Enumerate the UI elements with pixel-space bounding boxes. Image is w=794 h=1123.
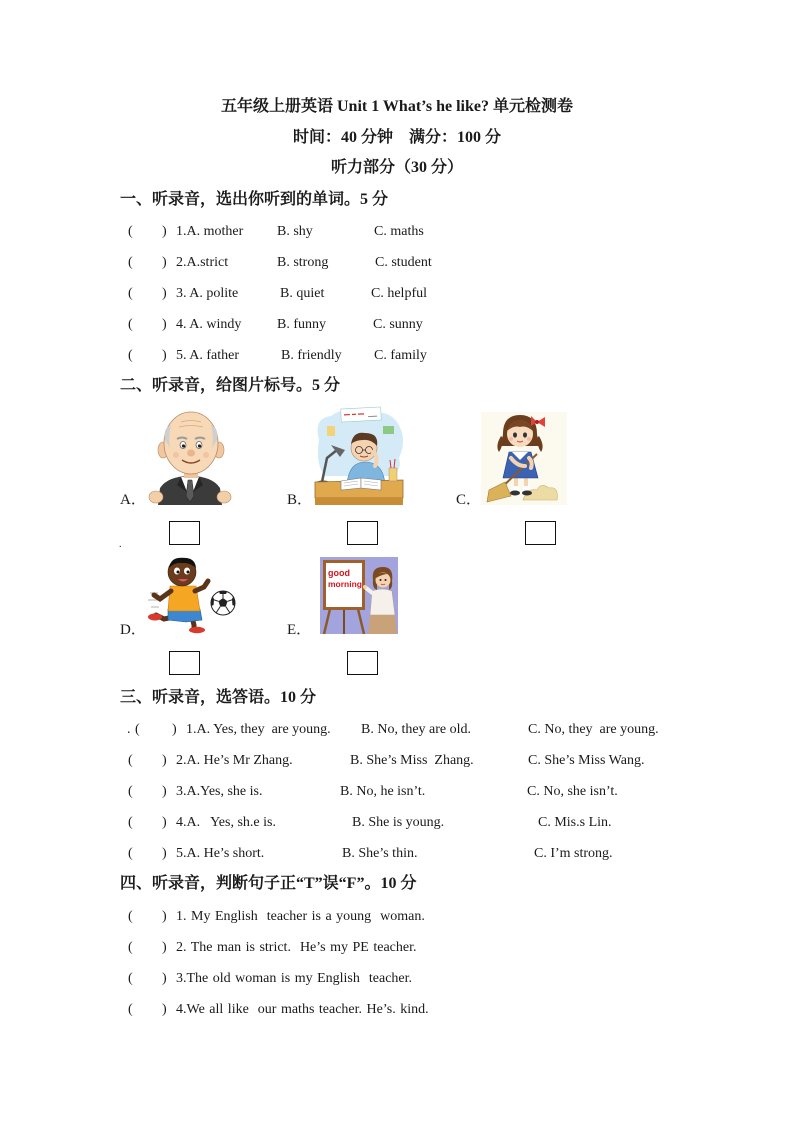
s4-statement-3 bbox=[0, 971, 794, 987]
answer-bracket-close: ) bbox=[162, 348, 167, 363]
answer-box-c bbox=[525, 521, 556, 545]
statement-text: 4.We all like our maths teacher. He’s. kind. bbox=[176, 1002, 429, 1017]
answer-bracket-close: ) bbox=[162, 1002, 167, 1017]
s3-question-3 bbox=[0, 784, 794, 800]
board-text-line2: morning bbox=[328, 579, 362, 589]
s3-question-2 bbox=[0, 753, 794, 769]
board bbox=[323, 560, 365, 610]
boy-playing-football-picture bbox=[148, 555, 238, 634]
answer-bracket-close: ) bbox=[162, 909, 167, 924]
s3-question-1 bbox=[0, 722, 794, 738]
option-c: C. Mis.s Lin. bbox=[538, 815, 612, 830]
s1-question-4 bbox=[0, 317, 794, 333]
answer-bracket-close: ) bbox=[162, 753, 167, 768]
option-c: C. family bbox=[374, 348, 427, 363]
answer-bracket-close: ) bbox=[162, 971, 167, 986]
option-a: 1.A. Yes, they are young. bbox=[186, 722, 331, 737]
option-b: B. friendly bbox=[281, 348, 342, 363]
answer-bracket-close: ) bbox=[172, 722, 177, 737]
statement-text: 1. My English teacher is a young woman. bbox=[176, 909, 425, 924]
statement-text: 2. The man is strict. He’s my PE teacher. bbox=[176, 940, 417, 955]
soccer-ball bbox=[211, 591, 235, 615]
girl-sweeping-picture bbox=[481, 412, 567, 505]
answer-bracket-close: ) bbox=[162, 286, 167, 301]
boy-studying-picture bbox=[313, 406, 405, 505]
option-c: C. sunny bbox=[373, 317, 423, 332]
exam-meta: 时间：40 分钟 满分：100 分 bbox=[292, 129, 501, 146]
s3-question-5 bbox=[0, 846, 794, 862]
option-b: B. She’s thin. bbox=[342, 846, 418, 861]
answer-bracket-open: ( bbox=[128, 753, 133, 768]
teacher-picture bbox=[320, 557, 398, 634]
answer-box-b bbox=[347, 521, 378, 545]
part-title: 听力部分（30 分） bbox=[330, 159, 463, 176]
option-c: C. student bbox=[375, 255, 432, 270]
answer-bracket-open: ( bbox=[128, 224, 133, 239]
option-b: B. No, they are old. bbox=[361, 722, 472, 737]
answer-box-d bbox=[169, 651, 200, 675]
answer-bracket-open: ( bbox=[128, 846, 133, 861]
answer-bracket-open: ( bbox=[128, 286, 133, 301]
answer-bracket-close: ) bbox=[162, 815, 167, 830]
answer-bracket-open: ( bbox=[128, 909, 133, 924]
answer-bracket-open: ( bbox=[128, 971, 133, 986]
s1-question-2 bbox=[0, 255, 794, 271]
section4-heading: 四、听录音，判断句子正“T”误“F”。10 分 bbox=[120, 875, 417, 892]
option-b: B. quiet bbox=[280, 286, 325, 301]
section2-heading: 二、听录音，给图片标号。5 分 bbox=[120, 377, 341, 394]
option-b: B. She is young. bbox=[352, 815, 445, 830]
option-c: C. No, they are young. bbox=[528, 722, 659, 737]
answer-box-a bbox=[169, 521, 200, 545]
answer-bracket-open: ( bbox=[128, 784, 133, 799]
answer-bracket-close: ) bbox=[162, 784, 167, 799]
s1-question-3 bbox=[0, 286, 794, 302]
picture-label-c: C． bbox=[456, 492, 482, 508]
page-title: 五年级上册英语 Unit 1 What’s he like? 单元检测卷 bbox=[220, 98, 574, 115]
s4-statement-1 bbox=[0, 909, 794, 925]
option-a: 4.A. Yes, sh.e is. bbox=[176, 815, 276, 830]
answer-bracket-open: ( bbox=[128, 940, 133, 955]
s3-question-4 bbox=[0, 815, 794, 831]
picture-label-a: A． bbox=[120, 492, 146, 508]
picture-label-e: E． bbox=[287, 622, 312, 638]
s1-question-5 bbox=[0, 348, 794, 364]
old-man-picture bbox=[148, 408, 232, 505]
answer-bracket-open: ( bbox=[128, 815, 133, 830]
answer-bracket-open: ( bbox=[128, 317, 133, 332]
board-text-line1: good bbox=[328, 568, 350, 578]
option-a: 2.A. He’s Mr Zhang. bbox=[176, 753, 293, 768]
answer-bracket-close: ) bbox=[162, 255, 167, 270]
option-c: C. maths bbox=[374, 224, 424, 239]
stray-mark: . bbox=[119, 539, 122, 550]
option-a: 3.A.Yes, she is. bbox=[176, 784, 263, 799]
option-c: C. She’s Miss Wang. bbox=[528, 753, 645, 768]
option-c: C. No, she isn’t. bbox=[527, 784, 618, 799]
answer-bracket-close: ) bbox=[162, 317, 167, 332]
option-b: B. No, he isn’t. bbox=[340, 784, 426, 799]
answer-bracket-close: ) bbox=[162, 940, 167, 955]
answer-box-e bbox=[347, 651, 378, 675]
picture-label-d: D． bbox=[120, 622, 146, 638]
statement-text: 3.The old woman is my English teacher. bbox=[176, 971, 413, 986]
answer-bracket-open: ( bbox=[128, 348, 133, 363]
answer-bracket-open: ( bbox=[128, 1002, 133, 1017]
s4-statement-4 bbox=[0, 1002, 794, 1018]
option-b: B. strong bbox=[277, 255, 329, 270]
answer-bracket-open: ( bbox=[128, 255, 133, 270]
answer-bracket-close: ) bbox=[162, 846, 167, 861]
option-a: 4. A. windy bbox=[176, 317, 242, 332]
section1-heading: 一、听录音，选出你听到的单词。5 分 bbox=[120, 191, 389, 208]
option-b: B. She’s Miss Zhang. bbox=[350, 753, 474, 768]
option-a: 3. A. polite bbox=[176, 286, 239, 301]
answer-bracket-open: ( bbox=[135, 722, 140, 737]
s1-question-1 bbox=[0, 224, 794, 240]
picture-label-b: B． bbox=[287, 492, 313, 508]
option-a: 2.A.strict bbox=[176, 255, 229, 270]
option-a: 5. A. father bbox=[176, 348, 239, 363]
answer-bracket-close: ) bbox=[162, 224, 167, 239]
option-c: C. helpful bbox=[371, 286, 427, 301]
option-b: B. funny bbox=[277, 317, 326, 332]
option-c: C. I’m strong. bbox=[534, 846, 613, 861]
s4-statement-2 bbox=[0, 940, 794, 956]
option-a: 5.A. He’s short. bbox=[176, 846, 265, 861]
lead-mark: . bbox=[127, 722, 131, 737]
option-b: B. shy bbox=[277, 224, 313, 239]
section3-heading: 三、听录音，选答语。10 分 bbox=[120, 689, 317, 706]
option-a: 1.A. mother bbox=[176, 224, 244, 239]
